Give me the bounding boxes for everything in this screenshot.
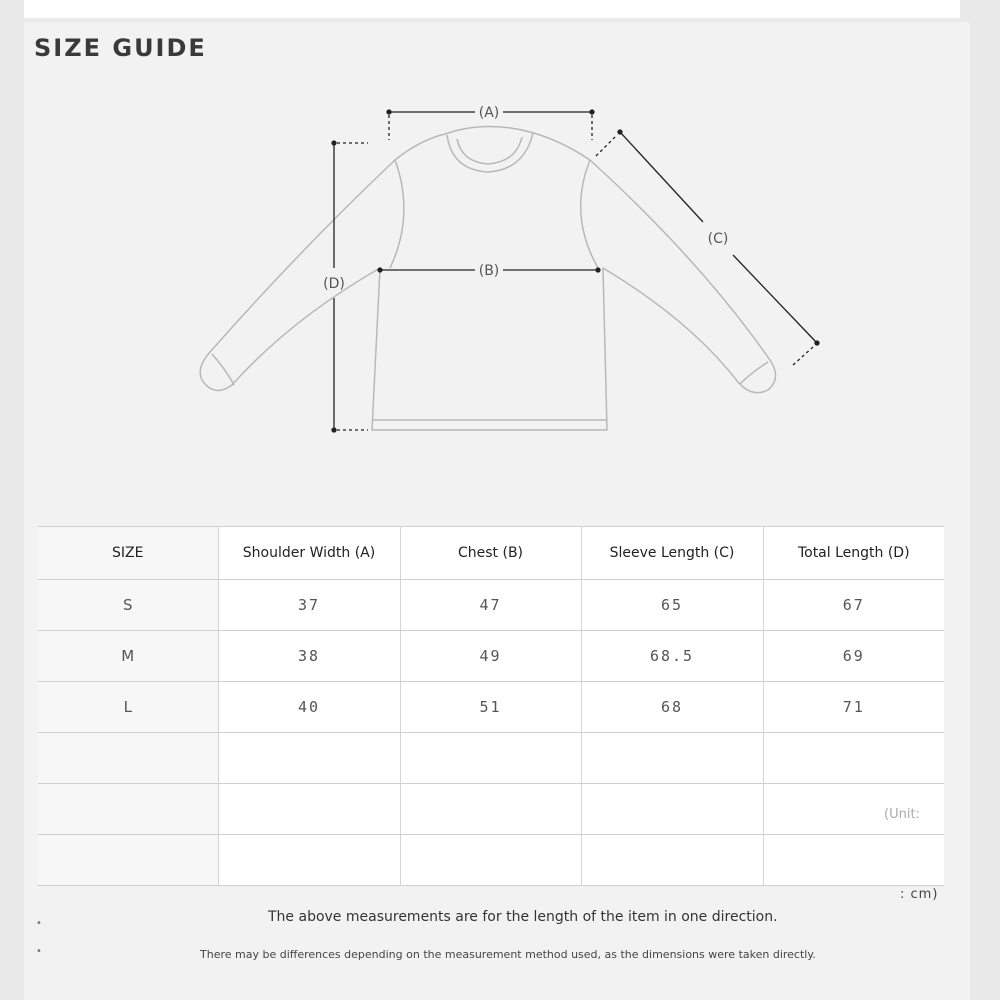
- cell-sleeve: 68.5: [581, 631, 763, 682]
- cell-empty: [581, 733, 763, 784]
- table-header-row: [38, 527, 944, 580]
- cell-empty: [218, 835, 400, 886]
- cell-total: 71: [763, 682, 944, 733]
- header-sleeve-length: Sleeve Length (C): [581, 527, 763, 580]
- cell-size: S: [38, 580, 218, 631]
- table-row: [38, 631, 944, 682]
- cell-shoulder: 37: [218, 580, 400, 631]
- header-size: SIZE: [38, 527, 218, 580]
- cell-size: M: [38, 631, 218, 682]
- cell-sleeve: 65: [581, 580, 763, 631]
- unit-label-open: (Unit:: [884, 807, 920, 822]
- cell-total: 69: [763, 631, 944, 682]
- cell-total: 67: [763, 580, 944, 631]
- table-row-empty: [38, 835, 944, 886]
- bullet-icon: •: [36, 946, 42, 957]
- table-row-empty: [38, 733, 944, 784]
- page-title: SIZE GUIDE: [34, 34, 207, 62]
- table-row-empty: [38, 784, 944, 835]
- cell-chest: 49: [400, 631, 581, 682]
- measurement-note: The above measurements are for the length of the item in one direction.: [268, 909, 778, 925]
- measurement-disclaimer: There may be differences depending on the measurement method used, as the dimensions were taken directly.: [200, 948, 816, 961]
- bullet-icon: •: [36, 918, 42, 929]
- cell-empty: [218, 784, 400, 835]
- label-a: (A): [478, 105, 500, 121]
- cell-size: L: [38, 682, 218, 733]
- cell-empty: [581, 784, 763, 835]
- header-shoulder-width: Shoulder Width (A): [218, 527, 400, 580]
- cell-empty: [581, 835, 763, 886]
- dimension-c-line-top: [620, 132, 703, 222]
- cell-shoulder: 40: [218, 682, 400, 733]
- cell-empty: [38, 784, 218, 835]
- cell-empty: [763, 835, 944, 886]
- dimension-c-line-bottom: [733, 255, 817, 343]
- cell-sleeve: 68: [581, 682, 763, 733]
- header-chest: Chest (B): [400, 527, 581, 580]
- cell-chest: 47: [400, 580, 581, 631]
- unit-label-close: : cm): [900, 887, 939, 902]
- label-b: (B): [478, 263, 500, 279]
- cell-empty: [400, 784, 581, 835]
- cell-shoulder: 38: [218, 631, 400, 682]
- header-total-length: Total Length (D): [763, 527, 944, 580]
- cell-empty: [38, 733, 218, 784]
- size-table: [38, 526, 944, 886]
- table-row: [38, 682, 944, 733]
- cell-empty: [38, 835, 218, 886]
- label-c: (C): [707, 231, 729, 247]
- label-d: (D): [323, 276, 345, 292]
- cell-empty: [763, 733, 944, 784]
- cell-empty: [400, 835, 581, 886]
- cell-empty: [400, 733, 581, 784]
- table-row: [38, 580, 944, 631]
- cell-chest: 51: [400, 682, 581, 733]
- cell-empty: [218, 733, 400, 784]
